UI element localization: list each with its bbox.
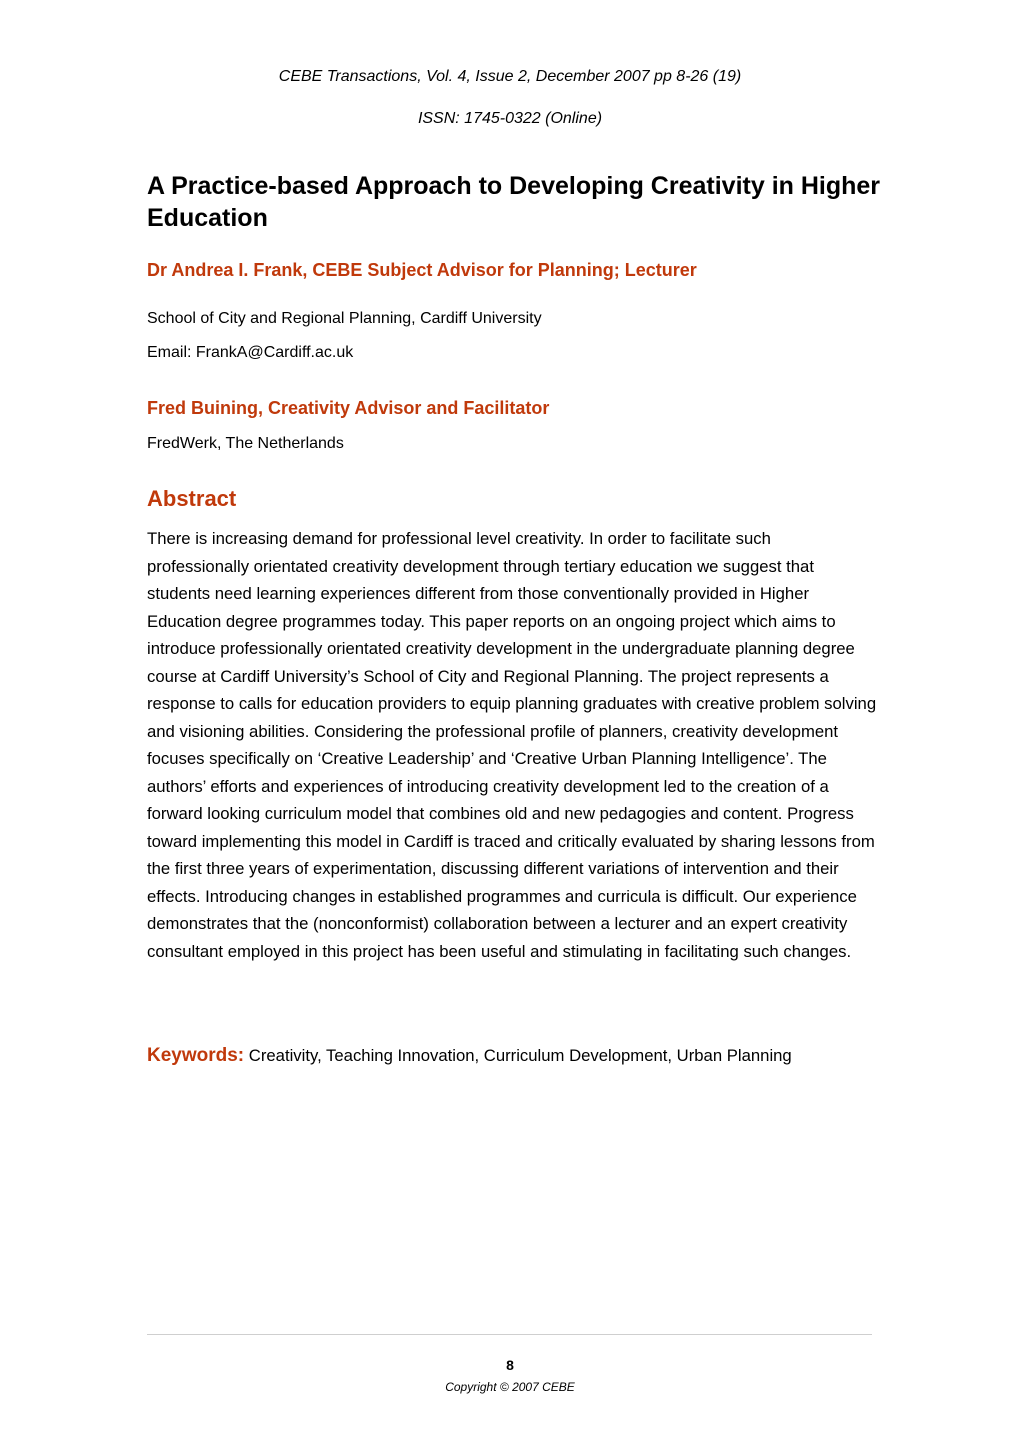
paper-title: A Practice-based Approach to Developing Creativity in Higher Education: [147, 172, 881, 232]
abstract-heading: Abstract: [147, 486, 237, 511]
author-1-email: Email: FrankA@Cardiff.ac.uk: [147, 344, 354, 361]
page-number: 8: [506, 1357, 514, 1373]
footer-divider: [147, 1334, 872, 1335]
author-1-name: Dr Andrea I. Frank, CEBE Subject Advisor for Planning; Lecturer: [147, 260, 697, 280]
issn-line: ISSN: 1745-0322 (Online): [417, 110, 603, 127]
keywords-value: Creativity, Teaching Innovation, Curriculum Development, Urban Planning: [248, 1046, 792, 1065]
author-2-name: Fred Buining, Creativity Advisor and Facilitator: [147, 398, 550, 418]
author-2-affiliation: FredWerk, The Netherlands: [147, 435, 344, 452]
journal-citation: CEBE Transactions, Vol. 4, Issue 2, December 2007 pp 8-26 (19): [278, 68, 742, 85]
copyright-notice: Copyright © 2007 CEBE: [445, 1380, 575, 1394]
author-1-affiliation: School of City and Regional Planning, Cardiff University: [147, 310, 542, 327]
abstract-body: There is increasing demand for professional level creativity. In order to facilitate such professionally orientated creativity development through tertiary education we suggest that students need learning experiences different from those conventionally provided in Higher Education degree programmes today. This paper reports on an ongoing project which aims to introduce professionally orientated creativity development in the undergraduate planning degree course at Cardiff University’s School of City and Regional Planning. The project represents a response to calls for education providers to equip planning graduates with creative problem solving and visioning abilities. Considering the professional profile of planners, creativity development focuses specifically on ‘Creative Leadership’ and ‘Creative Urban Planning Intelligence’. The authors’ efforts and experiences of introducing creativity development led to the creation of a forward looking curriculum model that combines old and new pedagogies and content. Progress toward implementing this model in Cardiff is traced and critically evaluated by sharing lessons from the first three years of experimentation, discussing different variations of intervention and their effects. Introducing changes in established programmes and curricula is difficult. Our experience demonstrates that the (nonconformist) collaboration between a lecturer and an expert creativity consultant employed in this project has been useful and stimulating in facilitating such changes.: [147, 529, 877, 961]
keywords-line: [147, 1045, 907, 1067]
keywords-label: Keywords:: [147, 1045, 245, 1066]
